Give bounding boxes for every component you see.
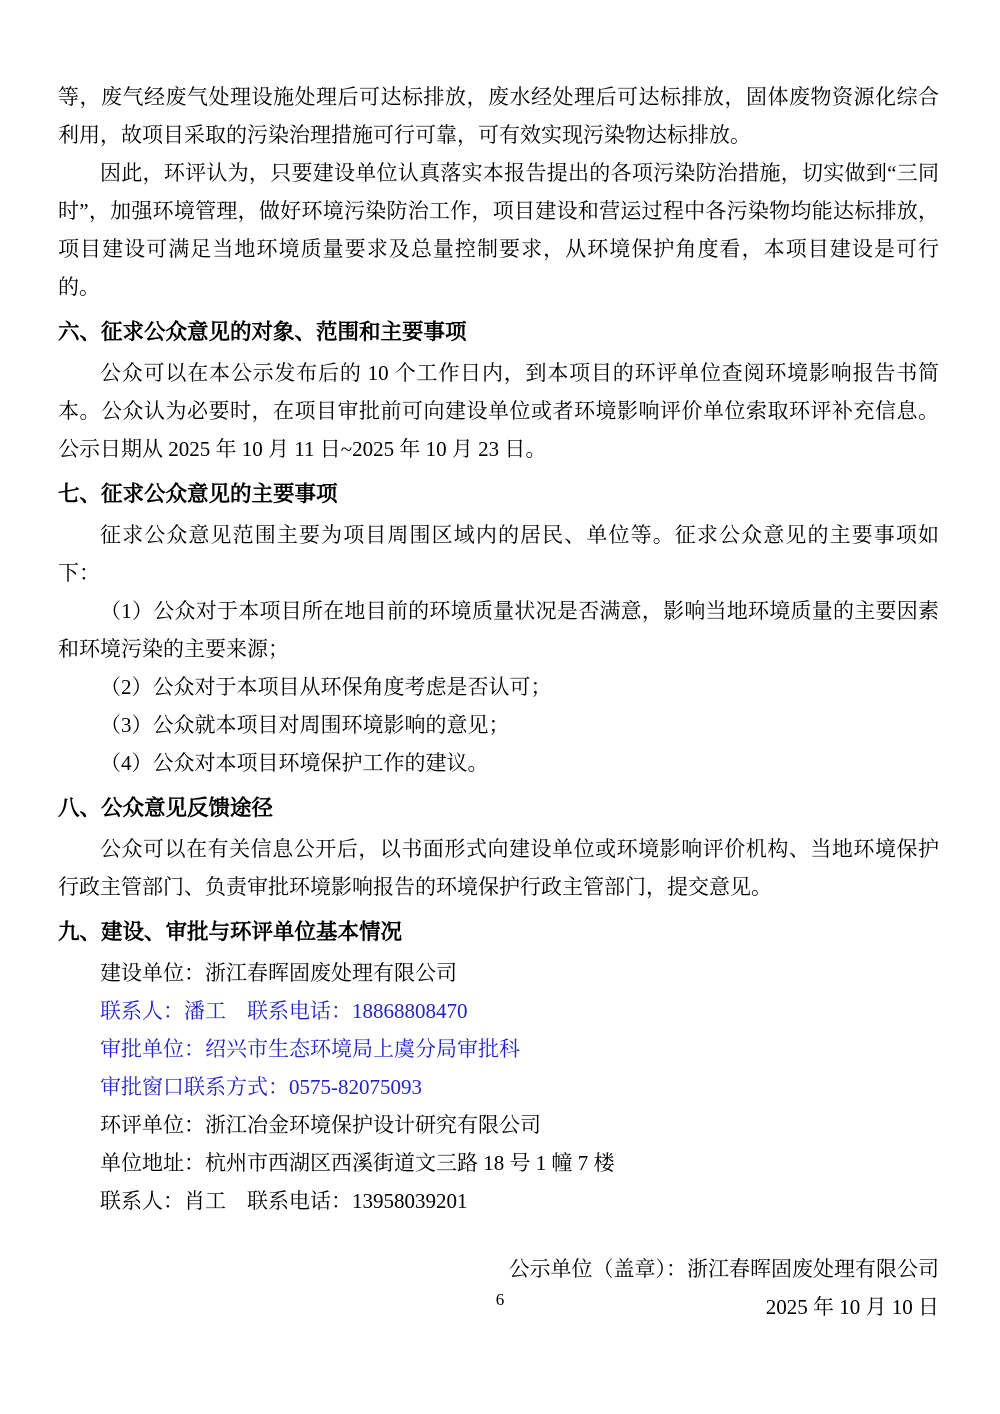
signature-unit-line: 公示单位（盖章）：浙江春晖固废处理有限公司 xyxy=(508,1257,939,1281)
section-6-heading: 六、征求公众意见的对象、范围和主要事项 xyxy=(58,320,467,344)
section-7-item-2: （2）公众对于本项目从环保角度考虑是否认可； xyxy=(100,675,552,699)
eia-unit-address-line: 单位地址：杭州市西湖区西溪街道文三路 18 号 1 幢 7 楼 xyxy=(100,1151,615,1175)
eia-contact-phone-line: 联系人：肖工 联系电话：13958039201 xyxy=(100,1189,468,1213)
section-8-paragraph: 公众可以在有关信息公开后，以书面形式向建设单位或环境影响评价机构、当地环境保护行政主管部门、负责审批环境影响报告的环境保护行政主管部门，提交意见。 xyxy=(58,837,939,899)
section-7-item-3: （3）公众就本项目对周围环境影响的意见； xyxy=(100,713,510,737)
construction-unit-line: 建设单位：浙江春晖固废处理有限公司 xyxy=(100,961,457,985)
continuation-paragraph: 等，废气经废气处理设施处理后可达标排放，废水经处理后可达标排放，固体废物资源化综合利用，故项目采取的污染治理措施可行可靠，可有效实现污染物达标排放。 xyxy=(58,85,939,147)
approval-unit-line: 审批单位：绍兴市生态环境局上虞分局审批科 xyxy=(100,1037,520,1061)
section-8-heading: 八、公众意见反馈途径 xyxy=(58,796,274,820)
section-6-paragraph: 公众可以在本公示发布后的 10 个工作日内，到本项目的环评单位查阅环境影响报告书简本。公众认为必要时，在项目审批前可向建设单位或者环境影响评价单位索取环评补充信息。公示日期从 2025 年 10 月 11 日~2025 年 10 月 23 日。 xyxy=(58,361,939,461)
section-9-heading: 九、建设、审批与环评单位基本情况 xyxy=(58,920,403,944)
signature-date-line: 2025 年 10 月 10 日 xyxy=(765,1295,939,1319)
document-content xyxy=(58,78,939,1326)
conclusion-paragraph: 因此，环评认为，只要建设单位认真落实本报告提出的各项污染防治措施，切实做到“三同时”，加强环境管理，做好环境污染防治工作，项目建设和营运过程中各污染物均能达标排放，项目建设可满足当地环境质量要求及总量控制要求，从环境保护角度看，本项目建设是可行的。 xyxy=(58,161,939,299)
section-7-item-1: （1）公众对于本项目所在地目前的环境质量状况是否满意，影响当地环境质量的主要因素和环境污染的主要来源； xyxy=(58,599,939,661)
signature-block xyxy=(58,1250,939,1326)
page-number: 6 xyxy=(495,1290,505,1309)
construction-contact-phone-line: 联系人：潘工 联系电话：18868808470 xyxy=(100,999,468,1023)
approval-window-phone-line: 审批窗口联系方式：0575-82075093 xyxy=(100,1075,422,1099)
section-7-intro-paragraph: 征求公众意见范围主要为项目周围区域内的居民、单位等。征求公众意见的主要事项如下： xyxy=(58,523,939,585)
eia-unit-line: 环评单位：浙江冶金环境保护设计研究有限公司 xyxy=(100,1113,541,1137)
section-7-heading: 七、征求公众意见的主要事项 xyxy=(58,482,338,506)
section-7-item-4: （4）公众对本项目环境保护工作的建议。 xyxy=(100,751,489,775)
